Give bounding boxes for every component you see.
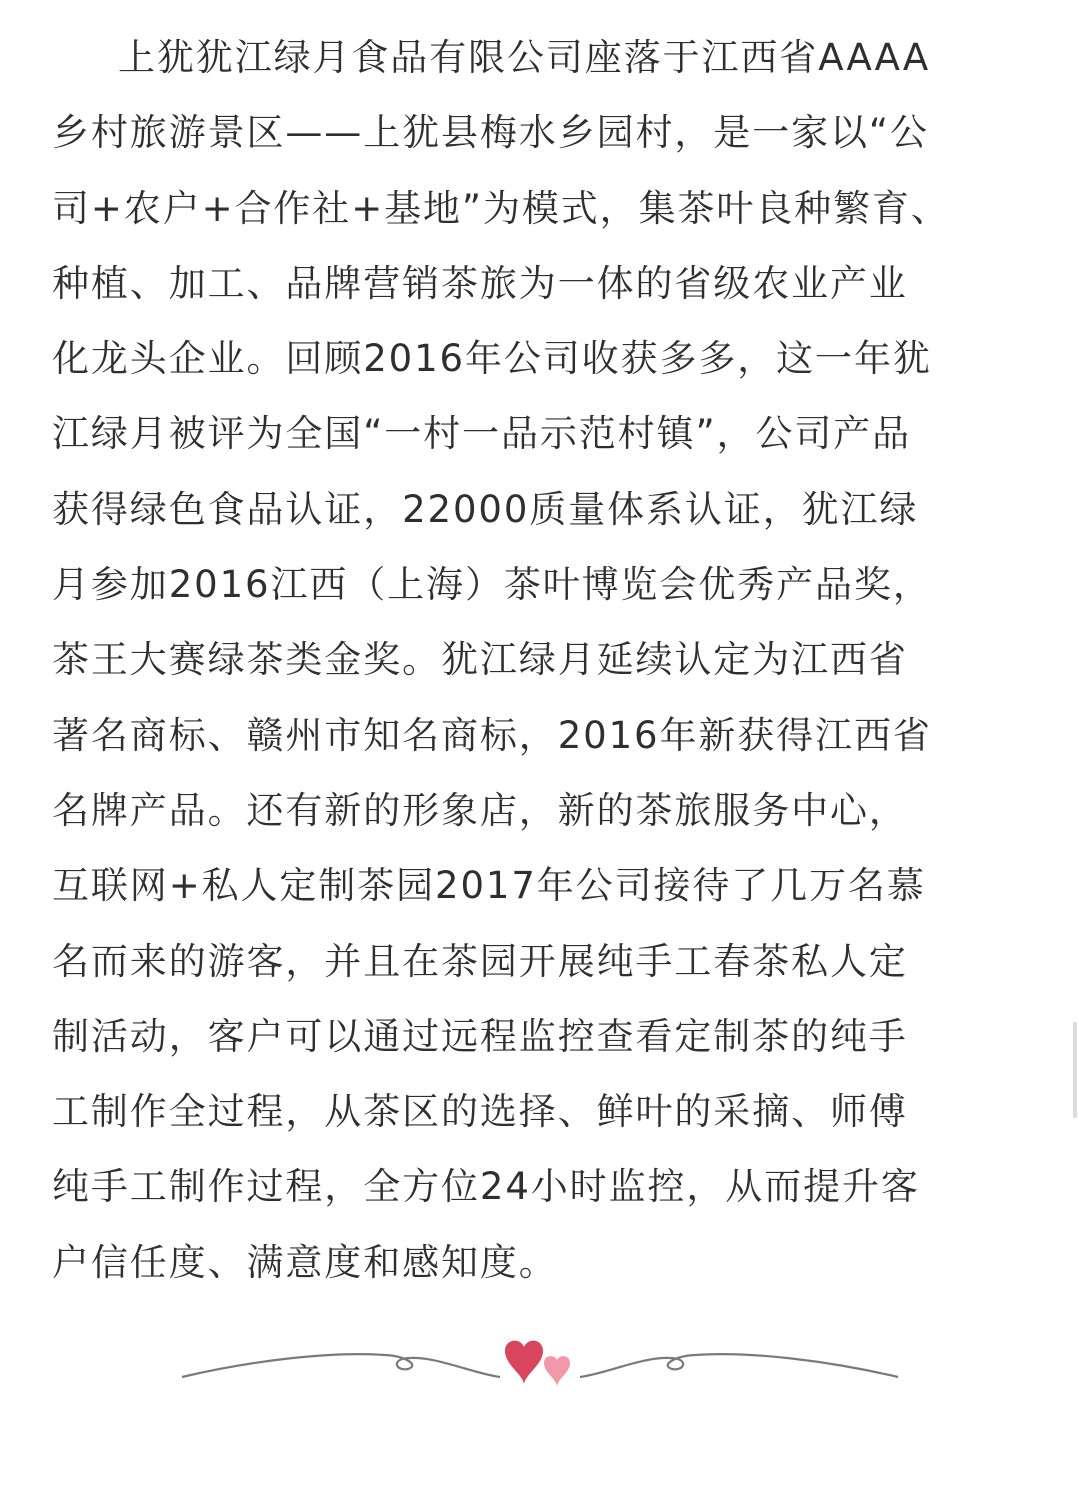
paragraph-line: 月参加2016江西（上海）茶叶博览会优秀产品奖， <box>52 563 932 607</box>
paragraph-line: 互联网+私人定制茶园2017年公司接待了几万名慕 <box>52 864 926 908</box>
paragraph-line: 种植、加工、品牌营销茶旅为一体的省级农业产业 <box>52 261 908 305</box>
paragraph-line: 上犹犹江绿月食品有限公司座落于江西省AAAA <box>118 36 931 79</box>
paragraph-line: 工制作全过程，从茶区的选择、鲜叶的采摘、师傅 <box>52 1090 908 1134</box>
paragraph-line: 司+农户+合作社+基地”为模式，集茶叶良种繁育、 <box>52 186 950 230</box>
paragraph-line: 江绿月被评为全国“一村一品示范村镇”，公司产品 <box>52 412 912 456</box>
paragraph-line: 制活动，客户可以通过远程监控查看定制茶的纯手 <box>52 1014 908 1058</box>
paragraph-line: 户信任度、满意度和感知度。 <box>52 1240 558 1284</box>
paragraph-line: 著名商标、赣州市知名商标，2016年新获得江西省 <box>52 713 932 757</box>
paragraph-line: 茶王大赛绿茶类金奖。犹江绿月延续认定为江西省 <box>52 638 908 682</box>
paragraph-line: 纯手工制作过程，全方位24小时监控，从而提升客 <box>52 1165 920 1209</box>
scrollbar[interactable] <box>1073 1022 1077 1118</box>
paragraph-line: 获得绿色食品认证，22000质量体系认证，犹江绿 <box>52 487 919 531</box>
paragraph-line: 化龙头企业。回顾2016年公司收获多多，这一年犹 <box>52 337 932 381</box>
hearts-divider-icon <box>180 1325 900 1415</box>
paragraph-line: 名牌产品。还有新的形象店，新的茶旅服务中心， <box>52 788 908 832</box>
paragraph-line: 名而来的游客，并且在茶园开展纯手工春茶私人定 <box>52 939 908 983</box>
paragraph-line: 乡村旅游景区——上犹县梅水乡园村，是一家以“公 <box>52 111 929 155</box>
article-body <box>52 20 1032 1300</box>
